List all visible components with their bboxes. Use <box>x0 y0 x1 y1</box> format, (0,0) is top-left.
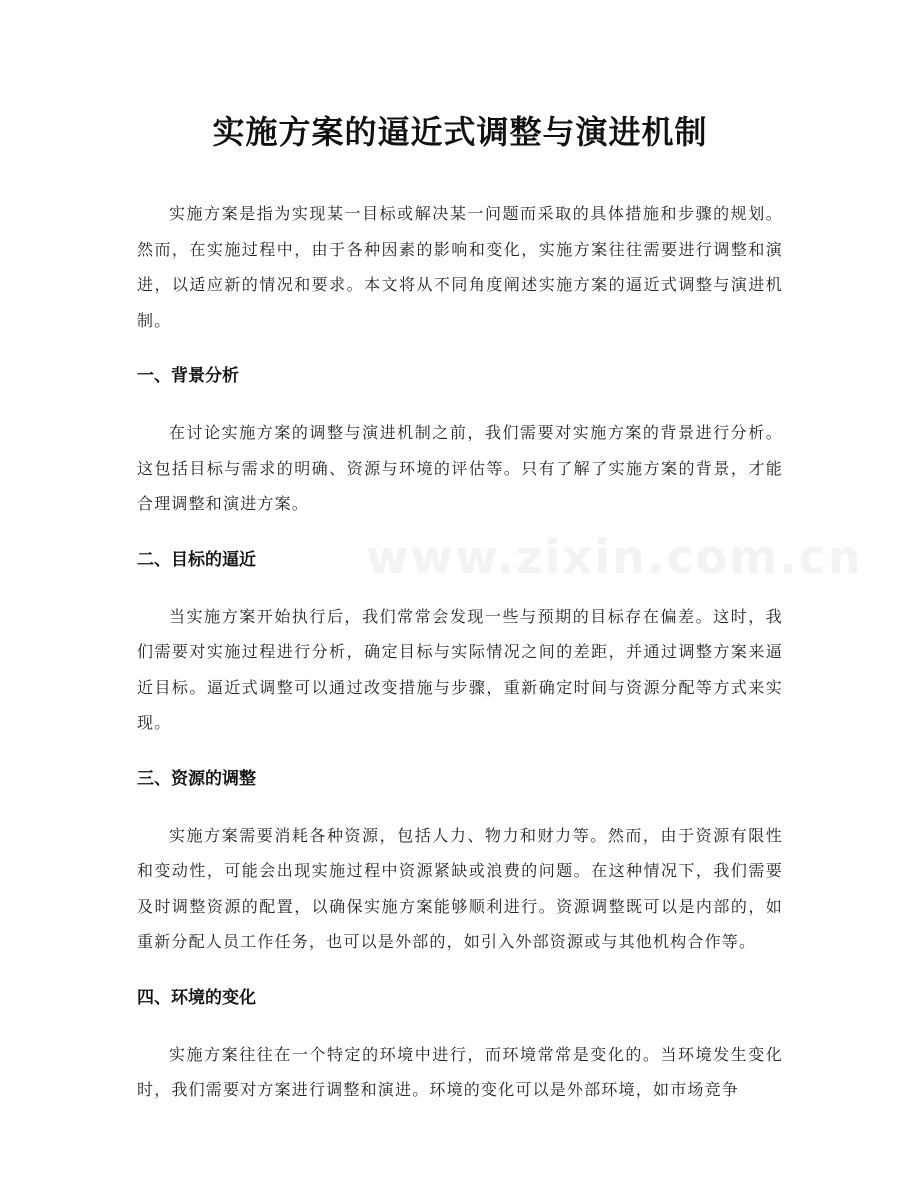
section-body-target: 当实施方案开始执行后，我们常常会发现一些与预期的目标存在偏差。这时，我们需要对实施过程进行分析，确定目标与实际情况之间的差距，并通过调整方案来逼近目标。逼近式调整可以通过改变措施与步骤，重新确定时间与资源分配等方式来实现。 <box>137 606 783 732</box>
spacer <box>137 338 783 362</box>
section-body-background: 在讨论实施方案的调整与演进机制之前，我们需要对实施方案的背景进行分析。这包括目标与需求的明确、资源与环境的评估等。只有了解了实施方案的背景，才能合理调整和演进方案。 <box>137 423 783 513</box>
watermark: www.zixin.com.cn <box>366 530 863 584</box>
spacer <box>137 522 783 546</box>
section-heading-target: 二、目标的逼近 <box>137 549 256 570</box>
intro-paragraph: 实施方案是指为实现某一目标或解决某一问题而采取的具体措施和步骤的规划。然而，在实施过程中，由于各种因素的影响和变化，实施方案往往需要进行调整和演进，以适应新的情况和要求。本文将从不同角度阐述实施方案的逼近式调整与演进机制。 <box>137 204 783 330</box>
spacer <box>137 574 783 599</box>
document-title: 实施方案的逼近式调整与演进机制 <box>212 113 708 151</box>
spacer <box>137 960 783 984</box>
section-body-resources: 实施方案需要消耗各种资源，包括人力、物力和财力等。然而，由于资源有限性和变动性，可能会出现实施过程中资源紧缺或浪费的问题。在这种情况下，我们需要及时调整资源的配置，以确保实施方案能够顺利进行。资源调整既可以是内部的，如重新分配人员工作任务，也可以是外部的，如引入外部资源或与其他机构合作等。 <box>137 825 783 951</box>
spacer <box>137 793 783 818</box>
section-body-environment: 实施方案往往在一个特定的环境中进行，而环境常常是变化的。当环境发生变化时，我们需要对方案进行调整和演进。环境的变化可以是外部环境，如市场竞争 <box>137 1044 783 1099</box>
section-heading-resources: 三、资源的调整 <box>137 768 256 789</box>
spacer <box>137 390 783 415</box>
spacer <box>137 741 783 765</box>
section-heading-background: 一、背景分析 <box>137 366 239 386</box>
section-heading-environment: 四、环境的变化 <box>137 987 256 1008</box>
spacer <box>137 1012 783 1037</box>
